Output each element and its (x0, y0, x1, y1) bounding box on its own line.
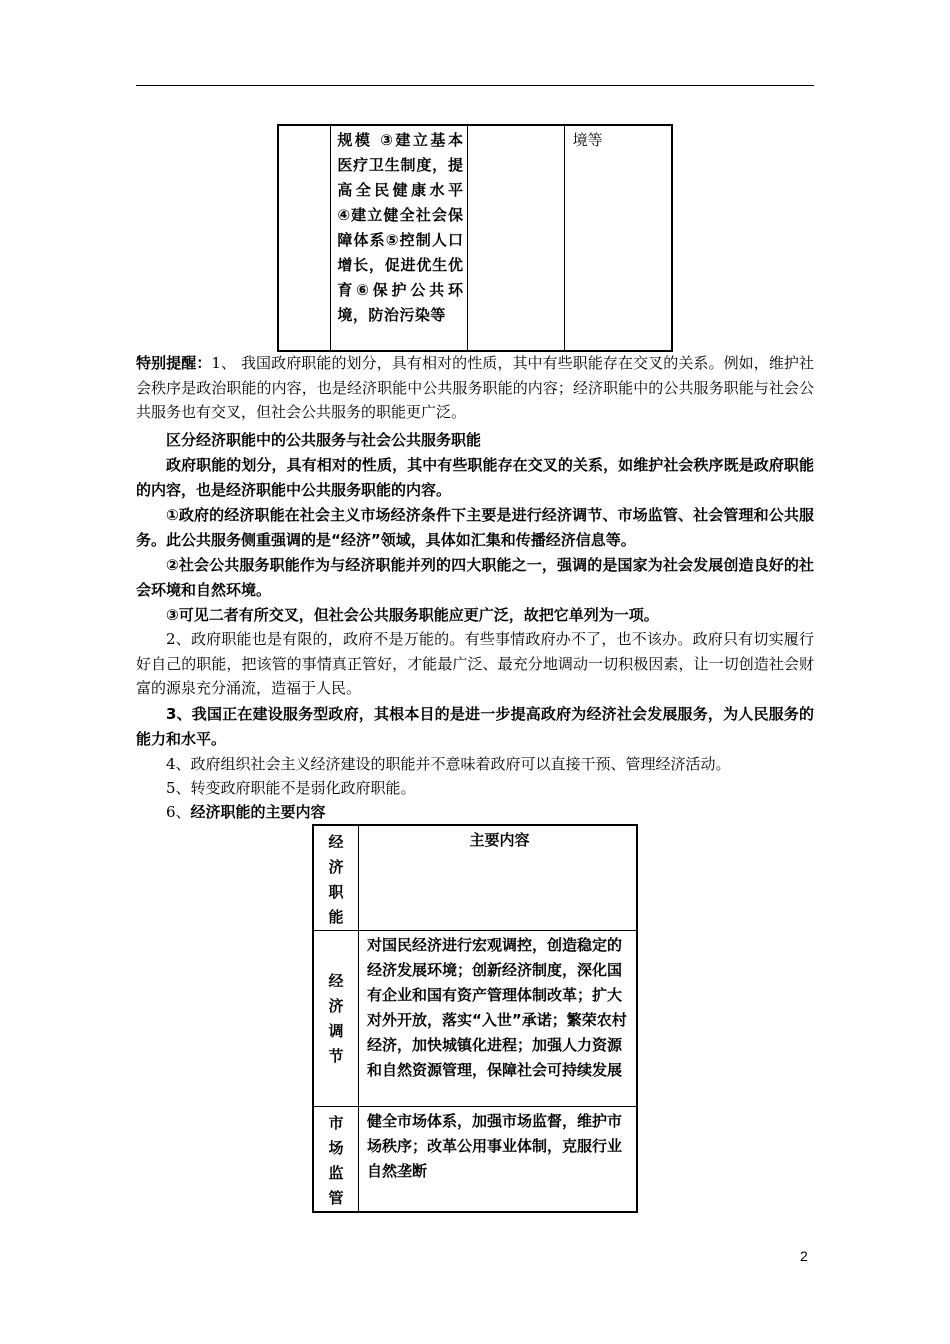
point-5-paragraph: 5、转变政府职能不是弱化政府职能。 (166, 779, 416, 797)
top-table-cell-4: 境等 (564, 125, 672, 351)
reminder-label: 特别提醒： (136, 354, 212, 372)
table-row (313, 931, 637, 1107)
point-6-number: 6、 (166, 803, 191, 821)
top-table-fragment (277, 124, 673, 352)
top-table-cell-3 (468, 125, 564, 351)
row-value-cell: 对国民经济进行宏观调控，创造稳定的经济发展环境；创新经济制度，深化国有企业和国有资产管理体制改革；扩大对外开放，落实“入世”承诺；繁荣农村经济，加快城镇化进程；加强人力资源和自然资源管理，保障社会可持续发展 (359, 931, 638, 1107)
top-table-cell-2: 规模 ③建立基本医疗卫生制度，提高全民健康水平 ④建立健全社会保障体系⑤控制人口增长，促进优生优育⑥保护公共环境，防治污染等 (331, 125, 468, 351)
top-table-cell-1 (278, 125, 331, 351)
page-number: 2 (800, 1248, 808, 1264)
distinction-paragraph-3: ②社会公共服务职能作为与经济职能并列的四大职能之一，强调的是国家为社会发展创造良好的社会环境和自然环境。 (136, 556, 814, 599)
header-rule (136, 85, 814, 86)
point-6-heading (136, 800, 814, 825)
header-key-cell: 经 济 职 能 (313, 825, 359, 931)
distinction-paragraph-1: 政府职能的划分，具有相对的性质，其中有些职能存在交叉的关系，如维护社会秩序既是政府职能的内容，也是经济职能中公共服务职能的内容。 (136, 456, 814, 499)
header-value-cell: 主要内容 (359, 825, 638, 931)
distinction-paragraph-2: ①政府的经济职能在社会主义市场经济条件下主要是进行经济调节、市场监管、社会管理和公共服务。此公共服务侧重强调的是“经济”领域，具体如汇集和传播经济信息等。 (136, 506, 814, 549)
row-key-cell: 经 济 调 节 (313, 931, 359, 1107)
distinction-heading: 区分经济职能中的公共服务与社会公共服务职能 (166, 431, 482, 449)
row-key-cell: 市 场 监 管 (313, 1107, 359, 1213)
distinction-paragraph-4: ③可见二者有所交叉，但社会公共服务职能应更广泛，故把它单列为一项。 (166, 606, 659, 624)
point-4-paragraph: 4、政府组织社会主义经济建设的职能并不意味着政府可以直接干预、管理经济活动。 (166, 755, 731, 773)
point-6-title: 经济职能的主要内容 (190, 803, 326, 821)
row-value-cell: 健全市场体系，加强市场监督，维护市场秩序；改革公用事业体制，克服行业自然垄断 (359, 1107, 638, 1213)
table-row (313, 1107, 637, 1213)
economic-functions-table (312, 824, 638, 1213)
reminder-paragraph (136, 351, 814, 425)
point-2-paragraph: 2、政府职能也是有限的，政府不是万能的。有些事情政府办不了，也不该办。政府只有切实履行好自己的职能，把该管的事情真正管好，才能最广泛、最充分地调动一切积极因素，让一切创造社会财富的源泉充分涌流，造福于人民。 (136, 630, 814, 697)
reminder-text: 1、 我国政府职能的划分，具有相对的性质，其中有些职能存在交叉的关系。例如，维护社会秩序是政治职能的内容，也是经济职能中公共服务职能的内容；经济职能中的公共服务职能与社会公共服务也有交叉，但社会公共服务的职能更广泛。 (136, 354, 814, 421)
table-header-row (313, 825, 637, 931)
point-3-paragraph: 3、我国正在建设服务型政府，其根本目的是进一步提高政府为经济社会发展服务，为人民服务的能力和水平。 (136, 705, 814, 748)
